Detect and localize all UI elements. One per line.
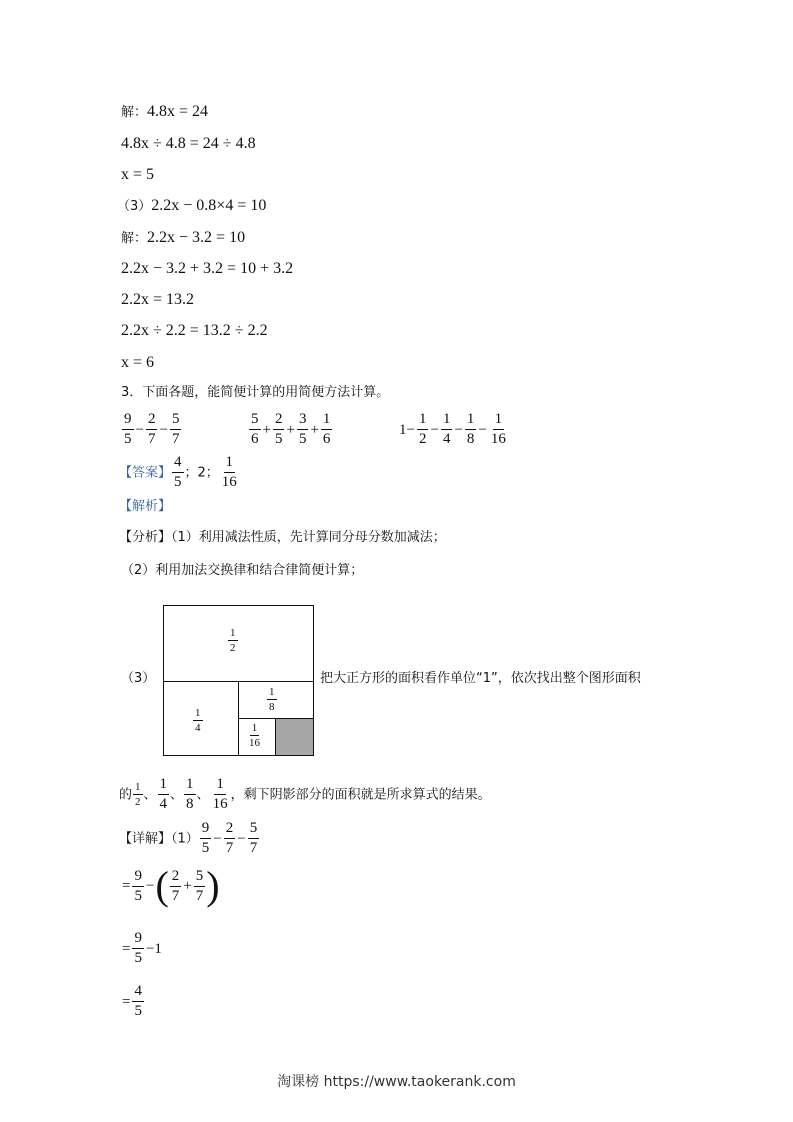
detail-label: 【详解】（1） — [119, 831, 199, 847]
fraction: $\frac{1}{16}$ — [221, 454, 237, 490]
fraction: $\frac{5}{7}$ — [249, 820, 258, 856]
eq-line-5 — [121, 227, 245, 249]
equation: 2.2x = 13.2 — [121, 291, 195, 308]
solve-label: 解： — [121, 105, 148, 120]
fraction: $\frac{2}{7}$ — [147, 411, 156, 447]
analysis-p3-text: 把大正方形的面积看作单位“1”，依次找出整个图形面积 — [320, 671, 641, 686]
answer-label: 【答案】 — [119, 465, 172, 481]
fraction: $\frac{1}{2}$ — [135, 781, 141, 808]
eq-line-9 — [121, 352, 154, 373]
fraction: $\frac{9}{5}$ — [201, 820, 210, 856]
equation: 2.2x − 0.8×4 = 10 — [151, 197, 267, 214]
fraction: $\frac{2}{7}$ — [225, 820, 234, 856]
fraction: $\frac{1}{16}$ — [212, 776, 228, 812]
label-quarter: $\frac{1}{4}$ — [195, 707, 201, 734]
analysis-label: 【解析】 — [119, 499, 172, 514]
solve-label: 解： — [121, 231, 148, 246]
fraction: $\frac{2}{7}$ — [171, 867, 180, 904]
equation: 4.8x = 24 — [147, 103, 209, 120]
fraction: $\frac{9}{5}$ — [134, 867, 142, 904]
analysis-p4: 的 $\frac{1}{2}$ 、 $\frac{1}{4}$ 、 $\frac{1}{8}$ 、 $\frac{1}{16}$ ，剩下阴影部分的面积就是所求算式的结果。 — [119, 776, 491, 812]
eq-line-2 — [121, 133, 256, 154]
analysis-p3-prefix: （3） — [121, 671, 156, 686]
equation: x = 5 — [121, 166, 155, 183]
fraction: $\frac{5}{7}$ — [195, 867, 204, 904]
analysis-p1: 【分析】（1）利用减法性质，先计算同分母分数加减法； — [119, 530, 446, 545]
label-eighth: $\frac{1}{8}$ — [269, 686, 275, 713]
label-sixteenth: $\frac{1}{16}$ — [249, 722, 260, 749]
equation: 2.2x ÷ 2.2 = 13.2 ÷ 2.2 — [121, 322, 268, 339]
fraction: $\frac{9}{5}$ — [134, 930, 142, 966]
page-footer: 淘课榜 https://www.taokerank.com — [277, 1074, 516, 1090]
detail-line-3: = $\frac{4}{5}$ — [122, 983, 142, 1019]
fraction: $\frac{3}{5}$ — [298, 411, 307, 447]
analysis-p2: （2）利用加法交换律和结合律简便计算； — [121, 563, 364, 578]
fraction: $\frac{1}{4}$ — [159, 776, 168, 812]
equation: 2.2x − 3.2 + 3.2 = 10 + 3.2 — [121, 260, 294, 277]
fraction: $\frac{1}{6}$ — [322, 411, 331, 447]
eq-line-1 — [121, 101, 208, 123]
eq-line-8 — [121, 320, 268, 341]
item-number: （3） — [117, 199, 152, 214]
region-half — [163, 605, 314, 682]
shaded-region — [275, 718, 314, 756]
equation: 4.8x ÷ 4.8 = 24 ÷ 4.8 — [121, 135, 256, 152]
fraction: $\frac{9}{5}$ — [124, 411, 132, 447]
q3-expr-2: $\frac{5}{6}$ + $\frac{2}{5}$ + $\frac{3}{5}$ + $\frac{1}{6}$ — [251, 411, 331, 447]
question-3-title: 3．下面各题，能简便计算的用简便方法计算。 — [121, 385, 390, 400]
fraction: $\frac{4}{5}$ — [134, 983, 142, 1019]
fraction: $\frac{1}{16}$ — [490, 411, 506, 447]
detail-line-2: = $\frac{9}{5}$ −1 — [122, 930, 162, 966]
label-half: $\frac{1}{2}$ — [230, 627, 236, 654]
fraction: $\frac{1}{2}$ — [418, 411, 427, 447]
fraction: $\frac{5}{6}$ — [251, 411, 259, 447]
q3-expr-1: $\frac{9}{5}$ − $\frac{2}{7}$ − $\frac{5}{7}$ — [124, 411, 180, 447]
answer-line — [119, 454, 240, 491]
eq-line-6 — [121, 258, 293, 279]
fraction: $\frac{5}{7}$ — [171, 411, 180, 447]
fraction: $\frac{1}{8}$ — [466, 411, 475, 447]
eq-line-7 — [121, 289, 194, 310]
fraction: $\frac{1}{4}$ — [442, 411, 451, 447]
equation: 2.2x − 3.2 = 10 — [147, 229, 246, 246]
eq-line-4 — [117, 195, 266, 217]
fraction: $\frac{2}{5}$ — [274, 411, 283, 447]
detail-line-0: 【详解】（1） $\frac{9}{5}$ − $\frac{2}{7}$ − $\frac{5}{7}$ — [119, 820, 258, 856]
fraction: $\frac{4}{5}$ — [174, 454, 182, 490]
answer-separator: ；2； — [184, 465, 219, 481]
equation: x = 6 — [121, 354, 155, 371]
q3-expr-3: 1− $\frac{1}{2}$ − $\frac{1}{4}$ − $\frac{1}{8}$ − $\frac{1}{16}$ — [399, 411, 506, 447]
eq-line-3 — [121, 164, 154, 185]
fraction: $\frac{1}{8}$ — [186, 776, 194, 812]
detail-line-1: = $\frac{9}{5}$ −( $\frac{2}{7}$ + $\frac{5}{7}$ ) — [122, 863, 220, 908]
